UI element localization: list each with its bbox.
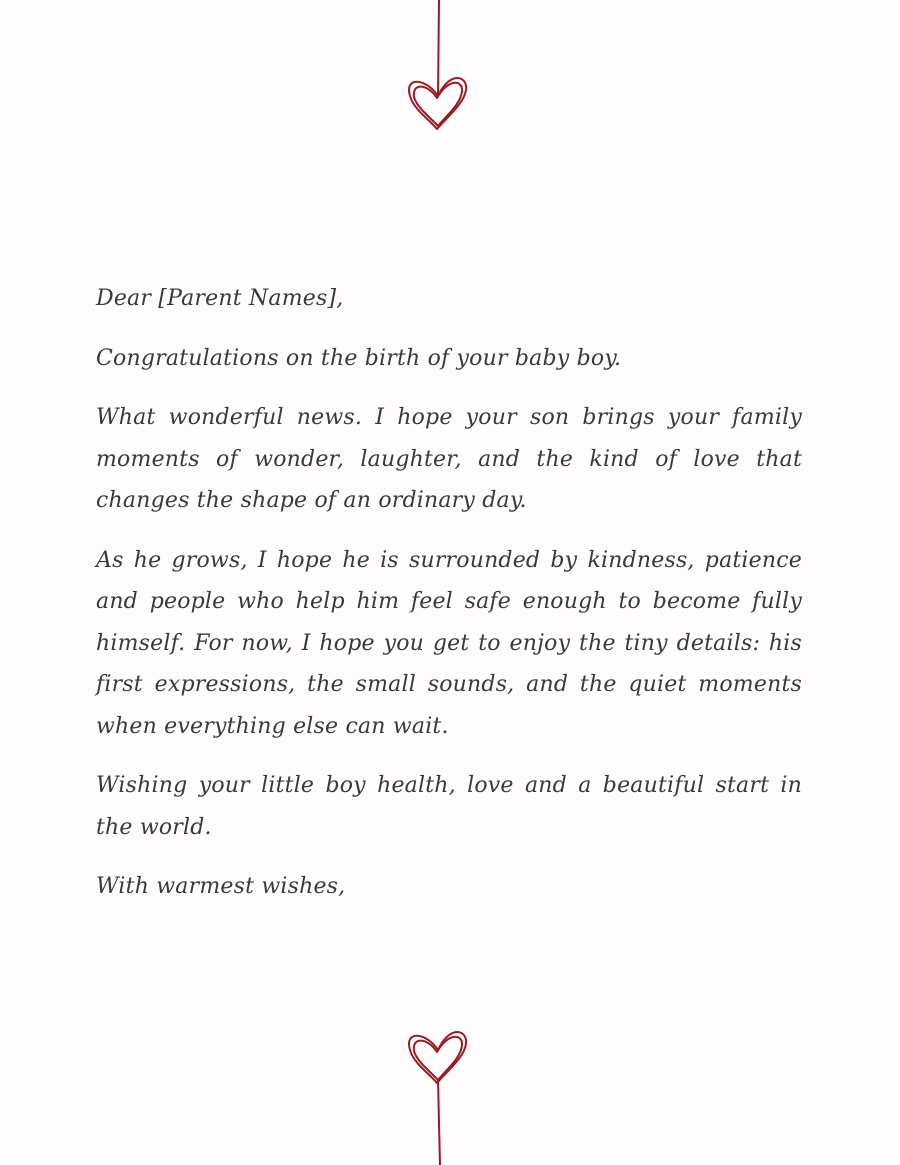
bottom-heart-ornament — [0, 1010, 900, 1165]
paragraph-as-he-grows: As he grows, I hope he is surrounded by kindness, patience and people who help him feel safe enough to become fully himself. For now, I hope you get to enjoy the tiny details: his first expressions, the small sounds, and the quiet moments when everything else can wait. — [96, 547, 802, 739]
paragraph-wonderful-news: What wonderful news. I hope your son brings your family moments of wonder, laughter, and the kind of love that changes the shape of an ordinary day. — [96, 405, 802, 513]
closing: With warmest wishes, — [96, 874, 346, 899]
paragraph-wishing: Wishing your little boy health, love and a beautiful start in the world. — [96, 773, 802, 840]
top-heart-ornament — [0, 0, 900, 140]
letter-body — [96, 278, 802, 926]
salutation: Dear [Parent Names], — [96, 286, 344, 311]
heart-on-string-icon — [0, 0, 900, 140]
paragraph-congratulations: Congratulations on the birth of your baby boy. — [96, 345, 622, 371]
heart-on-string-icon — [0, 1010, 900, 1165]
